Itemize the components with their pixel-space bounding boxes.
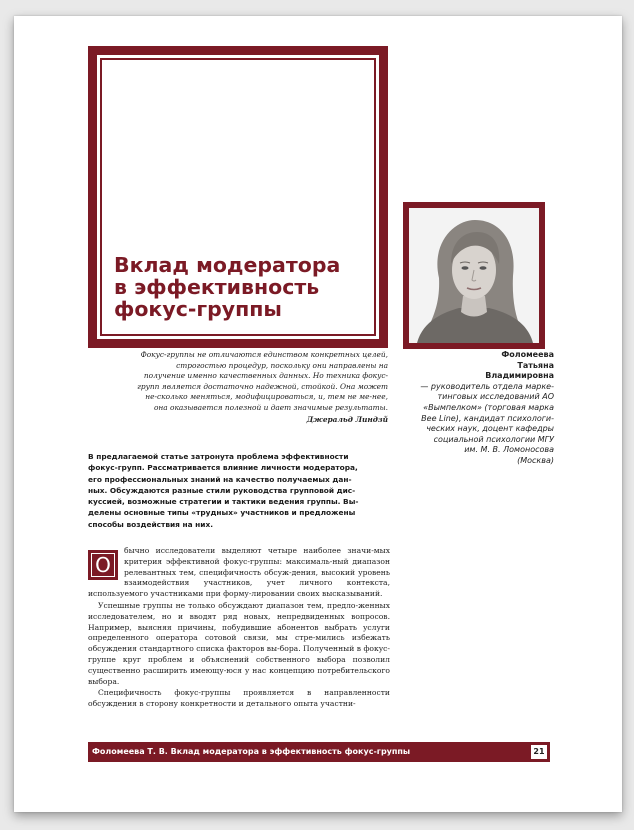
body-paragraph-1-text: бычно исследователи выделяют четыре наиболее значи-мых критерия эффективной фокус-группы: максималь-ный диапазон релевантных тем, специфичность обсуж-дения, высокий уровень взаимодействия участников, учет личного контекста, используемого участниками при форму-лировании своих высказываний. <box>88 546 390 599</box>
article-body <box>88 546 390 710</box>
journal-page <box>14 16 622 812</box>
author-photo-frame <box>403 202 545 349</box>
title-frame-border <box>100 58 376 336</box>
page-number: 21 <box>531 745 547 759</box>
author-surname: Фоломеева <box>501 350 554 359</box>
dropcap-letter: О <box>91 553 115 577</box>
author-info <box>404 350 554 467</box>
abstract: В предлагаемой статье затронута проблема эффективности фокус-групп. Рассматривается влияние личности модератора, его профессиональных знаний на качество получаемых дан- ных. Обсуждаются разные стили руководства групповой дис- куссией, возможные стратегии и тактики ведения группы. Вы- делены основные типы «трудных» участников и предложены способы воздействия на них. <box>88 452 359 529</box>
running-title: Фоломеева Т. В. Вклад модератора в эффективность фокус-группы <box>92 747 411 756</box>
epigraph-text: Фокус-группы не отличаются единством конкретных целей, строгостью процедур, поскольку они направлены на получение именно качественных данных. Но техника фокус-групп является достаточно надежной, стойкой. Она может не-сколько меняться, модифицироваться, и, тем не ме-нее, она оказывается полезной и дает значимые результаты. <box>137 350 388 412</box>
dropcap <box>88 550 118 580</box>
title-frame <box>88 46 388 348</box>
author-photo <box>409 208 539 343</box>
author-patronymic: Владимировна <box>485 371 554 381</box>
author-first-name: Татьяна <box>517 360 554 370</box>
title-frame-inner <box>97 55 379 339</box>
author-description: — руководитель отдела марке- тинговых исследований АО «Вымпелком» (торговая марка Bee Line), кандидат психологи- ческих наук, доцент кафедры социальной психологии МГУ им. М. В. Ломоносова (Москва) <box>420 381 554 465</box>
article-title: Вклад модератора в эффективность фокус-группы <box>114 253 341 321</box>
author-portrait-image <box>409 208 539 343</box>
footer-bar <box>88 742 550 762</box>
epigraph-author: Джеральд Линдзй <box>306 414 388 424</box>
epigraph <box>134 350 388 425</box>
body-paragraph-3: Специфичность фокус-группы проявляется в направленности обсуждения в сторону конкретности и детального опыта участни- <box>88 688 390 709</box>
body-paragraph-2: Успешные группы не только обсуждают диапазон тем, предло-женных исследователем, но и вводят ряд новых, непредвиденных вопросов. Например, выясняя причины, побудившие абонентов выбрать услуги определенного оператора сотовой связи, мы стре-мились избежать обсуждения стандартного списка факторов вы-бора. Полученный в фокус-группе круг проблем и объяснений собственного выбора позволил существенно расширить имеющу-юся у нас концепцию потребительского выбора. <box>88 600 390 686</box>
body-paragraph-1 <box>88 546 390 600</box>
